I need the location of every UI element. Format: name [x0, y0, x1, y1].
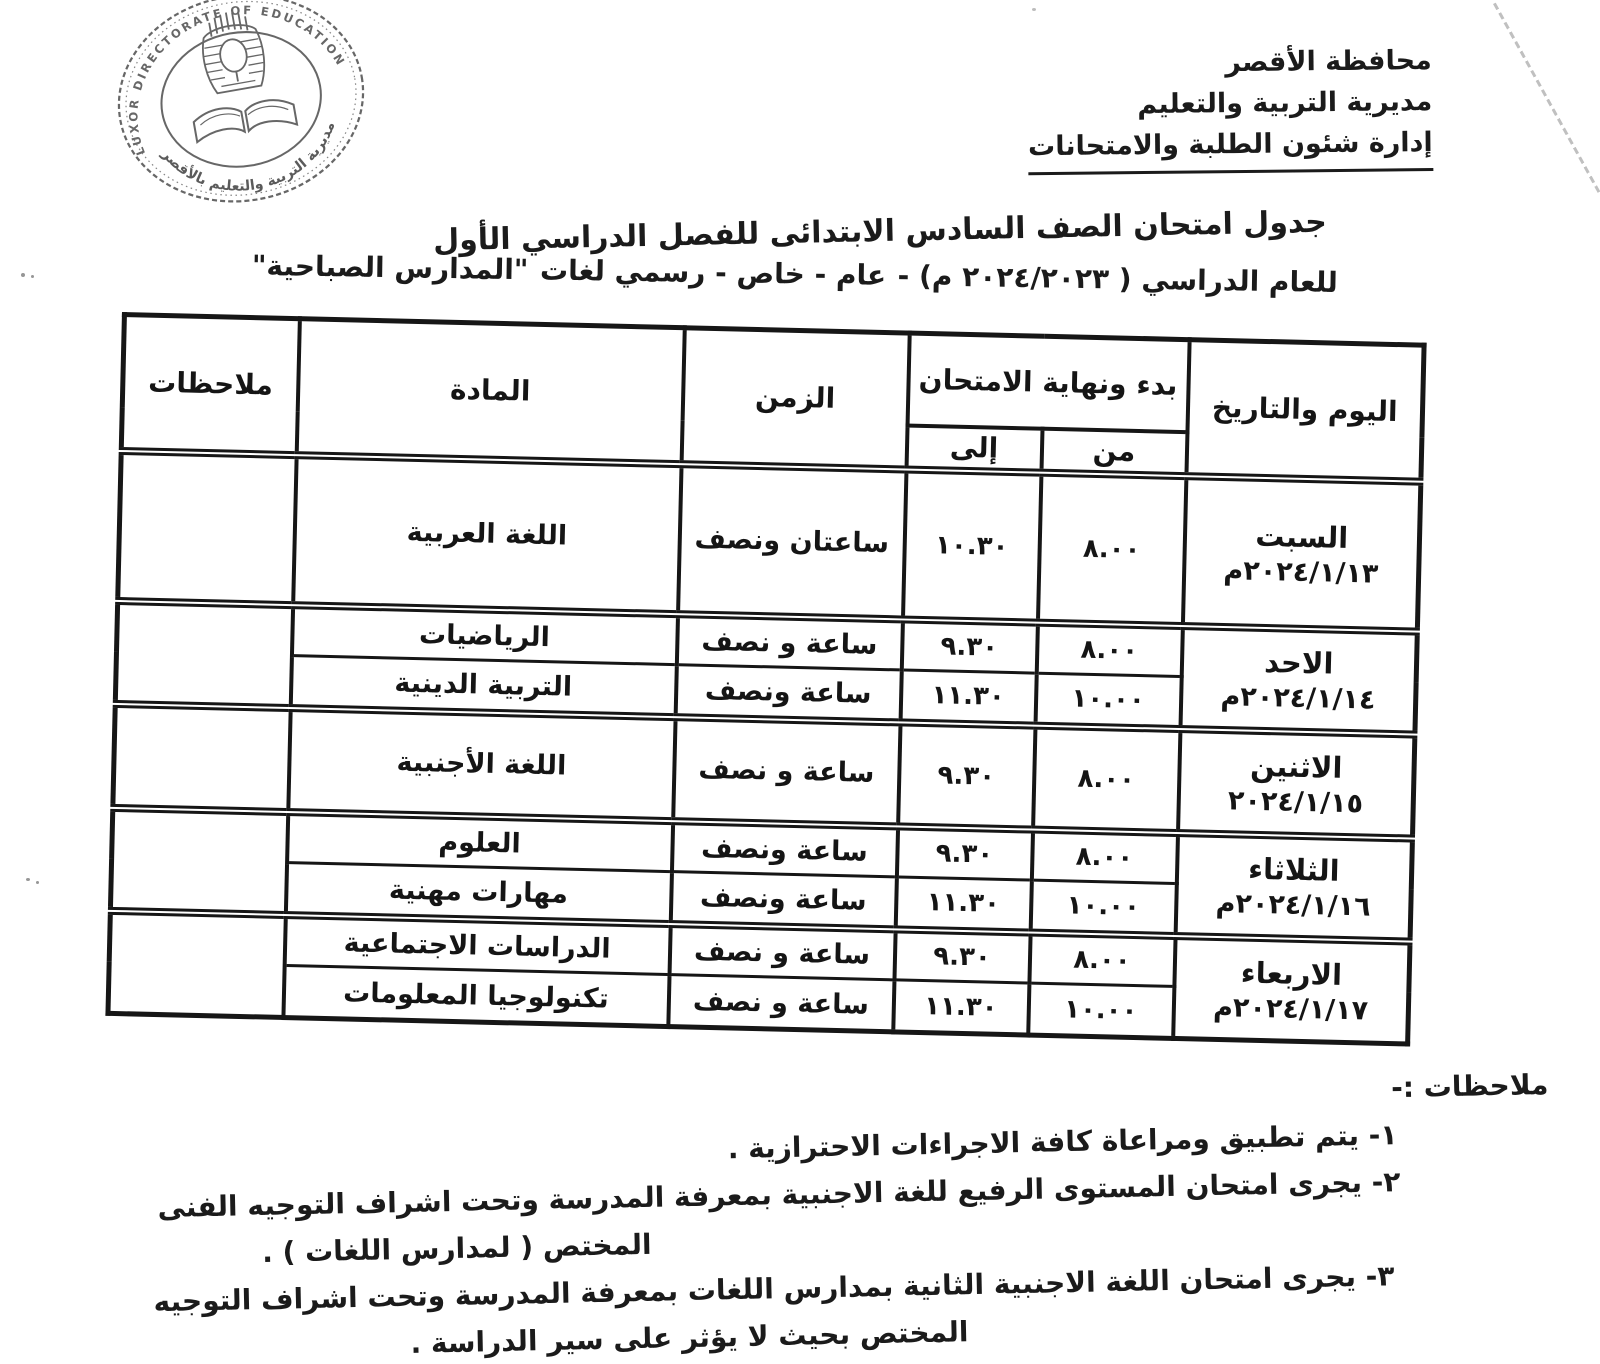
- subject-cell: التربية الدينية: [290, 656, 676, 717]
- svg-text:مديرية التربية والتعليم بالأقص: [156, 116, 347, 209]
- school-types-segment: عام - خاص - رسمي لغات: [539, 253, 887, 292]
- to-cell: ٩.٣٠: [894, 929, 1030, 983]
- from-cell: ١٠.٠٠: [1030, 880, 1176, 935]
- subject-cell: تكنولوجيا المعلومات: [283, 966, 669, 1027]
- notes-cell: [110, 807, 287, 914]
- day-name: الاثنين: [1249, 748, 1343, 785]
- duration-cell: ساعتان ونصف: [678, 464, 906, 619]
- open-book-icon: [192, 96, 297, 142]
- day-cell: [1180, 626, 1417, 735]
- exam-schedule-table: [105, 312, 1426, 1047]
- subject-cell: اللغة العربية: [293, 455, 681, 614]
- letterhead-administration: إدارة شئون الطلبة والامتحانات: [1028, 122, 1433, 175]
- subject-cell: اللغة الأجنبية: [288, 708, 675, 821]
- stamp-text-arabic: مديرية التربية والتعليم بالأقصر: [158, 119, 339, 195]
- to-cell: ١١.٣٠: [895, 877, 1031, 932]
- subject-cell: الدراسات الاجتماعية: [284, 915, 670, 975]
- duration-cell: ساعة و نصف: [673, 717, 900, 826]
- day-date: ٢٠٢٤/١/١٦م: [1215, 887, 1371, 923]
- to-cell: ١١.٣٠: [900, 670, 1036, 725]
- duration-cell: ساعة ونصف: [671, 821, 897, 877]
- from-cell: ٨.٠٠: [1033, 725, 1180, 832]
- notes-cell: [113, 703, 290, 811]
- note-line-3-continued: المختص بحيث لا يؤثر على سير الدراسة .: [410, 1315, 969, 1360]
- day-date: ٢٠٢٤/١/١٧م: [1212, 991, 1369, 1027]
- duration-cell: ساعة و نصف: [668, 975, 894, 1032]
- academic-year-segment: للعام الدراسي ( ٢٠٢٤/٢٠٢٣ م) -: [897, 259, 1338, 299]
- duration-cell: ساعة و نصف: [676, 614, 902, 670]
- scan-fold-artifact: [1493, 3, 1600, 193]
- duration-cell: ساعة ونصف: [675, 665, 901, 722]
- scan-speck: [31, 275, 34, 278]
- subject-cell: مهارات مهنية: [285, 863, 671, 924]
- duration-cell: ساعة و نصف: [669, 924, 895, 980]
- to-cell: ٩.٣٠: [898, 722, 1035, 829]
- morning-schools-segment: "المدارس الصباحية": [251, 248, 529, 287]
- from-cell: ٨.٠٠: [1029, 932, 1175, 986]
- day-name: السبت: [1254, 518, 1349, 555]
- to-cell: ٩.٣٠: [896, 826, 1032, 880]
- official-stamp: [106, 0, 376, 220]
- stamp-text-english: LUXOR DIRECTORATE OF EDUCATION: [126, 3, 349, 158]
- subject-cell: الرياضيات: [291, 605, 677, 665]
- letterhead-governorate: محافظة الأقصر: [1225, 44, 1433, 79]
- day-cell: [1173, 935, 1410, 1044]
- to-cell: ١١.٣٠: [893, 980, 1029, 1035]
- col-header-notes: ملاحظات: [121, 315, 299, 455]
- schedule-subtitle: [252, 249, 1338, 299]
- col-header-to: إلى: [906, 425, 1042, 472]
- from-cell: ٨.٠٠: [1036, 622, 1182, 676]
- day-date: ٢٠٢٤/١/١٥: [1227, 784, 1364, 819]
- notes-cell: [108, 910, 285, 1017]
- col-header-exam-times: بدء ونهاية الامتحان: [907, 333, 1189, 432]
- notes-cell: [118, 451, 296, 605]
- col-header-duration: الزمن: [681, 328, 909, 469]
- notes-heading: ملاحظات :-: [1390, 1067, 1549, 1105]
- notes-section: [28, 1066, 1554, 1364]
- to-cell: ٩.٣٠: [901, 619, 1037, 673]
- from-cell: ١٠.٠٠: [1035, 673, 1181, 728]
- scan-speck: [21, 273, 25, 277]
- subject-cell: العلوم: [287, 812, 673, 872]
- col-header-day: اليوم والتاريخ: [1186, 340, 1424, 481]
- schedule-title: جدول امتحان الصف السادس الابتدائى للفصل الدراسي الأول: [432, 204, 1328, 259]
- col-header-from: من: [1041, 428, 1187, 475]
- duration-cell: ساعة ونصف: [670, 872, 896, 929]
- day-name: الاربعاء: [1240, 955, 1343, 992]
- note-line-2-continued: المختص ( لمدارس اللغات ) .: [261, 1227, 652, 1269]
- from-cell: ٨.٠٠: [1037, 472, 1185, 625]
- day-name: الثلاثاء: [1247, 851, 1340, 888]
- day-cell: [1178, 729, 1415, 839]
- note-line-1: ١- يتم تطبيق ومراعاة كافة الاجراءات الاحترازية .: [727, 1118, 1398, 1166]
- scan-speck: [36, 881, 39, 884]
- col-header-subject: المادة: [296, 319, 684, 464]
- letterhead-directorate: مديرية التربية والتعليم: [1137, 85, 1433, 121]
- day-date: ٢٠٢٤/١/١٤م: [1220, 680, 1376, 716]
- notes-cell: [115, 600, 292, 707]
- from-cell: ٨.٠٠: [1031, 829, 1177, 883]
- scan-speck: [26, 878, 30, 881]
- letterhead: [1027, 40, 1433, 175]
- day-name: الاحد: [1263, 645, 1334, 681]
- note-line-2: ٢- يجرى امتحان المستوى الرفيع للغة الاجنبية بمعرفة المدرسة وتحت اشراف التوجيه الفنى: [157, 1165, 1401, 1225]
- day-cell: [1175, 833, 1412, 942]
- scan-speck: [1032, 8, 1036, 11]
- from-cell: ١٠.٠٠: [1028, 983, 1174, 1038]
- note-line-3: ٣- يجرى امتحان اللغة الاجنبية الثانية بمدارس اللغات بمعرفة المدرسة وتحت اشراف التوجيه: [153, 1259, 1395, 1319]
- day-date: ٢٠٢٤/١/١٣م: [1223, 554, 1379, 590]
- to-cell: ١٠.٣٠: [902, 469, 1040, 622]
- day-cell: [1182, 476, 1420, 631]
